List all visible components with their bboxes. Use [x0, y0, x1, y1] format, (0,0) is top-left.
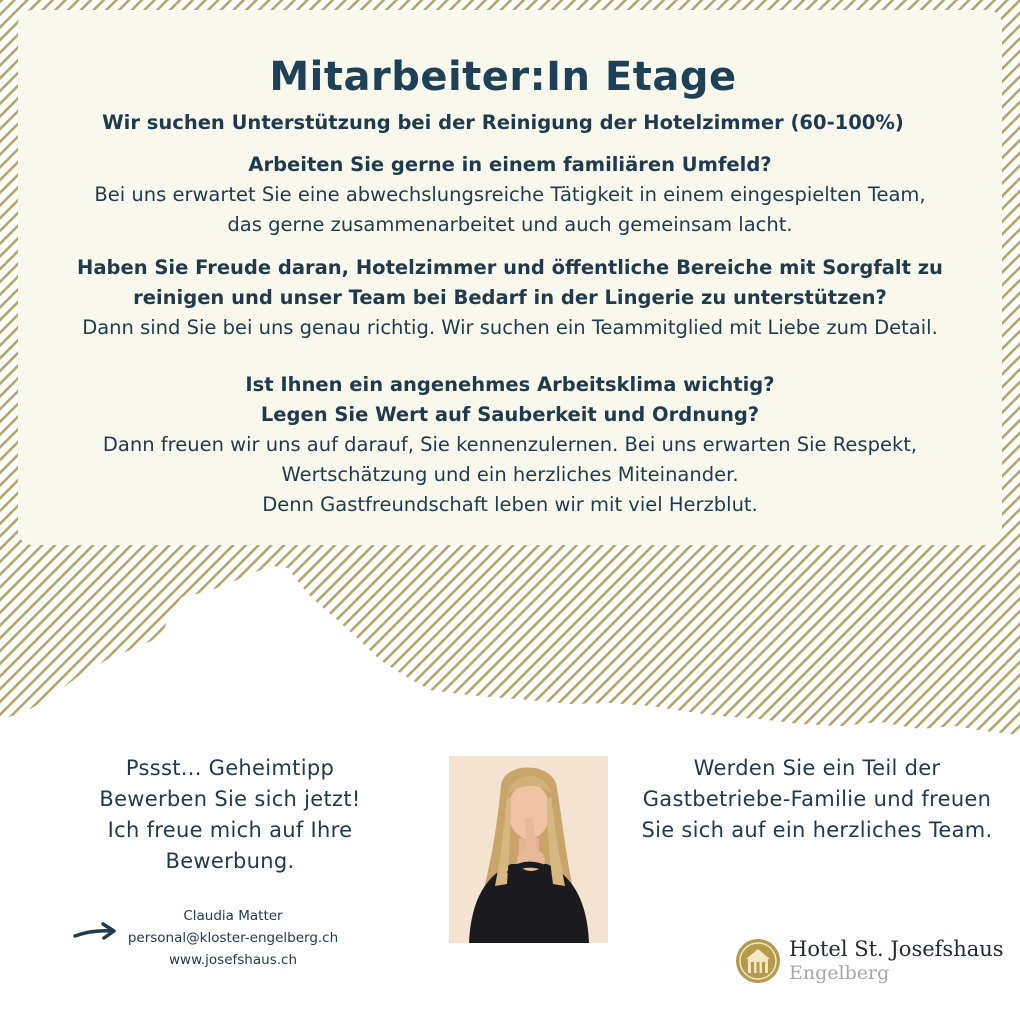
- section-question: Ist Ihnen ein angenehmes Arbeitsklima wichtig?: [245, 373, 775, 396]
- page-subtitle: Wir suchen Unterstützung bei der Reinigung der Hotelzimmer (60-100%): [102, 111, 904, 134]
- callout-line: Ich freue mich auf Ihre: [107, 818, 353, 842]
- contact-website[interactable]: www.josefshaus.ch: [169, 952, 297, 968]
- callout-line: Pssst... Geheimtipp: [125, 756, 335, 780]
- section-question: Arbeiten Sie gerne in einem familiären Umfeld?: [248, 153, 772, 176]
- section-text: Bei uns erwartet Sie eine abwechslungsreiche Tätigkeit in einem eingespielten Team,: [94, 183, 926, 206]
- section-1: [0, 150, 1020, 240]
- section-text: Dann sind Sie bei uns genau richtig. Wir suchen ein Teammitglied mit Liebe zum Detail.: [82, 316, 938, 339]
- contact-name: Claudia Matter: [183, 908, 283, 924]
- callout-line: Bewerbung.: [165, 849, 295, 873]
- contact-block: [112, 905, 354, 971]
- section-text: Denn Gastfreundschaft leben wir mit viel Herzblut.: [262, 493, 758, 516]
- section-question: Haben Sie Freude daran, Hotelzimmer und öffentliche Bereiche mit Sorgfalt zu: [77, 256, 943, 279]
- section-text: Dann freuen wir uns auf darauf, Sie kennenzulernen. Bei uns erwarten Sie Respekt,: [102, 433, 918, 456]
- callout-line: Gastbetriebe-Familie und freuen: [642, 787, 992, 811]
- main-card: [18, 10, 1002, 545]
- callout-line: Werden Sie ein Teil der: [693, 756, 941, 780]
- right-callout: [632, 753, 1002, 846]
- section-question: reinigen und unser Team bei Bedarf in der Lingerie zu unterstützen?: [133, 286, 887, 309]
- logo-line-2: Engelberg: [789, 962, 890, 984]
- left-callout: [80, 753, 380, 877]
- contact-email[interactable]: personal@kloster-engelberg.ch: [127, 930, 339, 946]
- section-3: [0, 370, 1020, 520]
- person-illustration: [449, 756, 608, 943]
- hotel-logo-icon: [734, 937, 782, 985]
- recruiter-photo: [449, 756, 608, 943]
- section-text: Wertschätzung und ein herzliches Miteinander.: [281, 463, 739, 486]
- callout-line: Bewerben Sie sich jetzt!: [99, 787, 361, 811]
- section-text: das gerne zusammenarbeitet und auch gemeinsam lacht.: [227, 213, 793, 236]
- hotel-logo-text: [789, 936, 1004, 984]
- callout-line: Sie sich auf ein herzliches Team.: [641, 818, 993, 842]
- section-2: [0, 253, 1020, 343]
- page-title: Mitarbeiter:In Etage: [269, 54, 737, 100]
- logo-line-1: Hotel St. Josefshaus: [789, 937, 1004, 961]
- section-question: Legen Sie Wert auf Sauberkeit und Ordnung?: [260, 403, 760, 426]
